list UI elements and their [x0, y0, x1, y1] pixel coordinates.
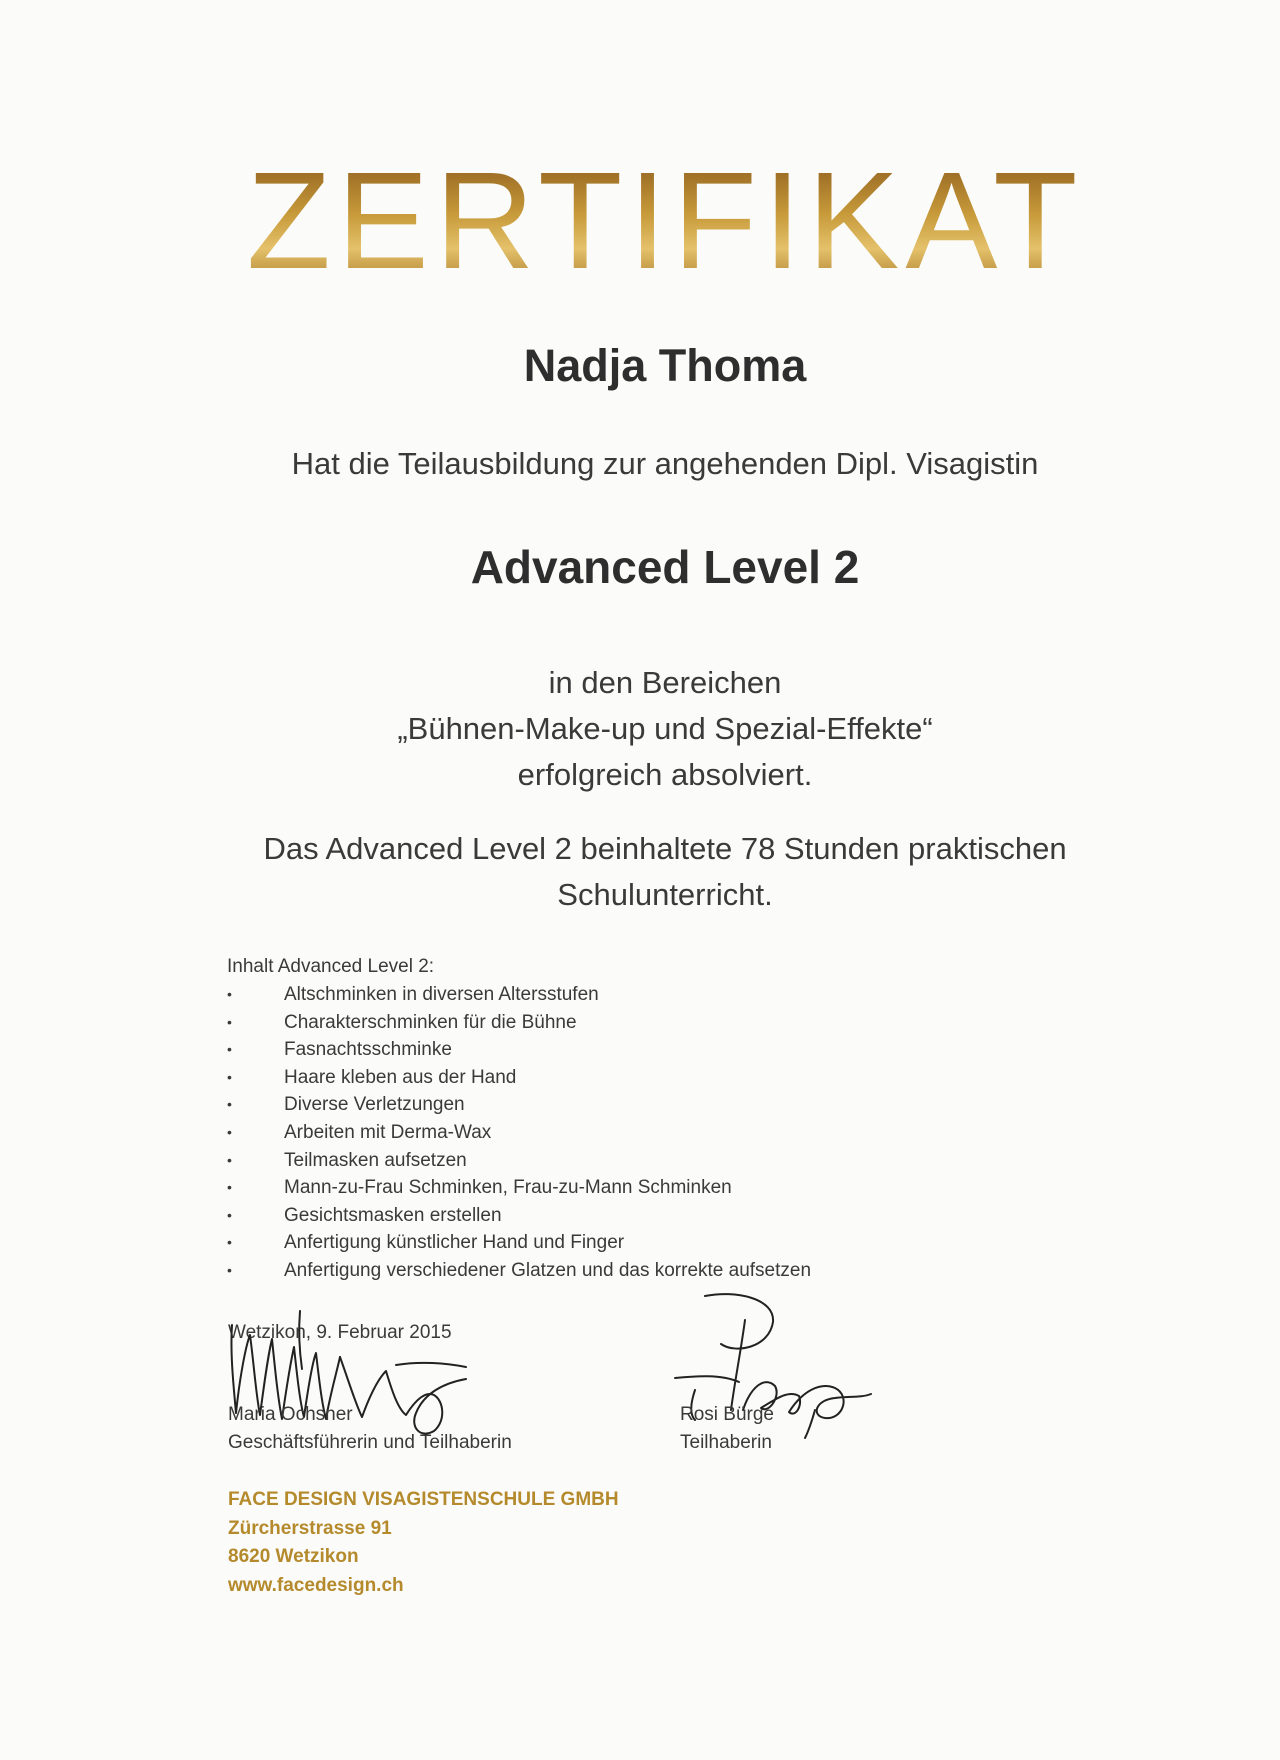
areas-line-1: in den Bereichen	[548, 665, 782, 700]
content-heading: Inhalt Advanced Level 2:	[227, 956, 435, 977]
bullet-icon: •	[227, 986, 232, 1002]
bullet-icon: •	[227, 1123, 232, 1140]
bullet-icon: •	[227, 1234, 232, 1251]
city: 8620 Wetzikon	[228, 1546, 359, 1567]
bullet-icon: •	[227, 1096, 232, 1113]
list-item: • Teilmasken aufsetzen	[227, 1147, 811, 1175]
bullet-icon: •	[227, 1179, 232, 1196]
hours-text	[0, 826, 1280, 918]
content-list	[227, 981, 811, 1285]
list-item: • Anfertigung künstlicher Hand und Finger	[227, 1229, 811, 1257]
list-item: • Haare kleben aus der Hand	[227, 1064, 811, 1092]
company-name: FACE DESIGN VISAGISTENSCHULE GMBH	[228, 1489, 619, 1510]
intro-text: Hat die Teilausbildung zur angehenden Dipl. Visagistin	[291, 446, 1039, 481]
hours-line-2: Schulunterricht.	[557, 877, 773, 912]
bullet-icon: •	[227, 1206, 232, 1223]
level-title: Advanced Level 2	[470, 541, 860, 593]
certificate-title: ZERTIFIKAT	[0, 152, 1280, 290]
signatory-left-name: Maria Ochsner	[228, 1404, 353, 1425]
signatory-left-role: Geschäftsführerin und Teilhaberin	[228, 1432, 512, 1453]
list-item: • Gesichtsmasken erstellen	[227, 1202, 811, 1230]
street: Zürcherstrasse 91	[228, 1517, 392, 1539]
place-date: Wetzikon, 9. Februar 2015	[228, 1322, 452, 1343]
signatory-right-name: Rosi Bürge	[680, 1404, 774, 1425]
bullet-icon: •	[227, 1261, 232, 1278]
list-item: • Altschminken in diversen Altersstufen	[227, 981, 811, 1009]
hours-line-1: Das Advanced Level 2 beinhaltete 78 Stunden praktischen	[263, 831, 1067, 866]
list-item: • Anfertigung verschiedener Glatzen und das korrekte aufsetzen	[227, 1257, 811, 1285]
bullet-icon: •	[227, 1041, 232, 1058]
signatory-right-role: Teilhaberin	[680, 1432, 772, 1453]
areas-line-2: „Bühnen-Make-up und Spezial-Effekte“	[397, 711, 933, 746]
list-item: • Charakterschminken für die Bühne	[227, 1009, 811, 1037]
website-link[interactable]: www.facedesign.ch	[228, 1574, 404, 1596]
bullet-icon: •	[227, 1068, 232, 1085]
areas-text	[0, 660, 1280, 798]
areas-line-3: erfolgreich absolviert.	[517, 757, 813, 792]
list-item: • Arbeiten mit Derma-Wax	[227, 1119, 811, 1147]
bullet-icon: •	[227, 1013, 232, 1030]
content-section	[227, 956, 811, 1285]
list-item: • Diverse Verletzungen	[227, 1091, 811, 1119]
bullet-icon: •	[227, 1151, 232, 1168]
school-address	[228, 1486, 619, 1600]
recipient-name: Nadja Thoma	[523, 340, 807, 391]
list-item: • Mann-zu-Frau Schminken, Frau-zu-Mann Schminken	[227, 1174, 811, 1202]
list-item: • Fasnachtsschminke	[227, 1036, 811, 1064]
